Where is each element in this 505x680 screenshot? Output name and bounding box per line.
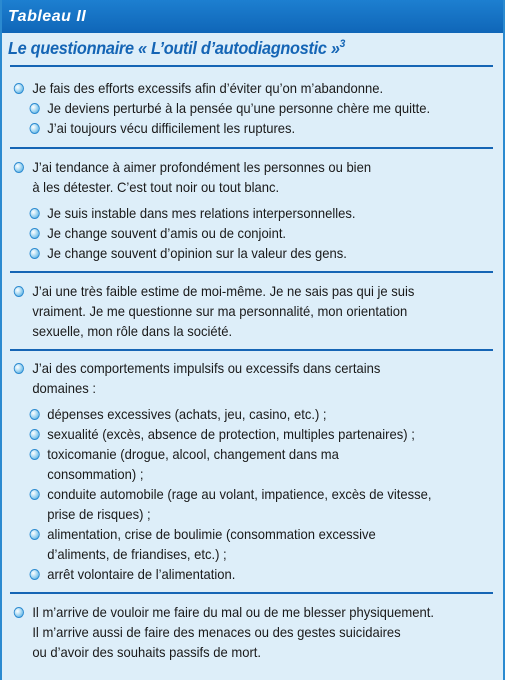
bullet-icon [30, 208, 40, 219]
question-section [2, 67, 503, 147]
sub-item [10, 223, 505, 243]
item-text-line: Il m’arrive de vouloir me faire du mal ou de me blesser physiquement. [32, 604, 434, 620]
item-text-line: sexualité (excès, absence de protection, multiples partenaires) ; [47, 426, 415, 442]
item-text-line: alimentation, crise de boulimie (consommation excessive [47, 526, 376, 542]
item-text-line: ou d’avoir des souhaits passifs de mort. [32, 644, 262, 660]
item-text-line: J’ai des comportements impulsifs ou excessifs dans certains [32, 360, 381, 376]
bullet-icon [30, 103, 40, 114]
item-text-line: sexuelle, mon rôle dans la société. [32, 323, 233, 339]
item-text-line: Je suis instable dans mes relations interpersonnelles. [47, 205, 356, 221]
item-text-line: vraiment. Je me questionne sur ma personnalité, mon orientation [32, 303, 408, 319]
sub-item [10, 524, 505, 564]
title-text: Le questionnaire « L’outil d’autodiagnostic » [8, 38, 340, 58]
bullet-icon [14, 83, 24, 94]
question-section [2, 351, 503, 592]
item-text-line: arrêt volontaire de l’alimentation. [47, 566, 236, 582]
question-item [10, 281, 502, 341]
sub-item [10, 484, 505, 524]
item-text-line: Je change souvent d’opinion sur la valeur des gens. [47, 245, 347, 261]
sub-item [10, 118, 505, 138]
bullet-icon [30, 569, 40, 580]
bullet-icon [14, 162, 24, 173]
item-text-line: J’ai tendance à aimer profondément les personnes ou bien [32, 159, 372, 175]
table-header [2, 0, 503, 33]
item-text-line: J’ai une très faible estime de moi-même. Je ne sais pas qui je suis [32, 283, 415, 299]
question-item [10, 358, 502, 398]
question-section [2, 149, 503, 271]
sub-item [10, 243, 505, 263]
bullet-icon [30, 228, 40, 239]
item-text-line: Je fais des efforts excessifs afin d’éviter qu’on m’abandonne. [32, 80, 384, 96]
table-label: Tableau II [8, 8, 87, 25]
item-text-line: toxicomanie (drogue, alcool, changement dans ma [47, 446, 339, 462]
item-text-line: domaines : [32, 380, 97, 396]
question-item [10, 78, 502, 98]
question-list [2, 67, 503, 666]
bullet-icon [30, 409, 40, 420]
question-section [2, 273, 503, 349]
questionnaire-title [8, 38, 468, 59]
bullet-icon [14, 607, 24, 618]
item-text-line: consommation) ; [47, 466, 144, 482]
item-text-line: Il m’arrive aussi de faire des menaces ou des gestes suicidaires [32, 624, 401, 640]
item-text-line: Je deviens perturbé à la pensée qu’une personne chère me quitte. [47, 100, 431, 116]
item-text-line: prise de risques) ; [47, 506, 151, 522]
item-text-line: Je change souvent d’amis ou de conjoint. [47, 225, 287, 241]
sub-item [10, 424, 505, 444]
sub-item [10, 404, 505, 424]
sub-item [10, 203, 505, 223]
question-section [2, 594, 503, 666]
question-item [10, 602, 502, 662]
question-item [10, 157, 502, 197]
bullet-icon [30, 429, 40, 440]
bullet-icon [14, 363, 24, 374]
bullet-icon [30, 123, 40, 134]
item-text-line: conduite automobile (rage au volant, impatience, excès de vitesse, [47, 486, 432, 502]
bullet-icon [14, 286, 24, 297]
sub-item [10, 98, 505, 118]
item-text-line: d’aliments, de friandises, etc.) ; [47, 546, 227, 562]
footnote-ref: 3 [339, 38, 346, 51]
item-text-line: J’ai toujours vécu difficilement les ruptures. [47, 120, 296, 136]
item-text-line: dépenses excessives (achats, jeu, casino, etc.) ; [47, 406, 327, 422]
sub-item [10, 564, 505, 584]
bullet-icon [30, 529, 40, 540]
bullet-icon [30, 248, 40, 259]
item-text-line: à les détester. C’est tout noir ou tout blanc. [32, 179, 280, 195]
bullet-icon [30, 489, 40, 500]
sub-item [10, 444, 505, 484]
bullet-icon [30, 449, 40, 460]
